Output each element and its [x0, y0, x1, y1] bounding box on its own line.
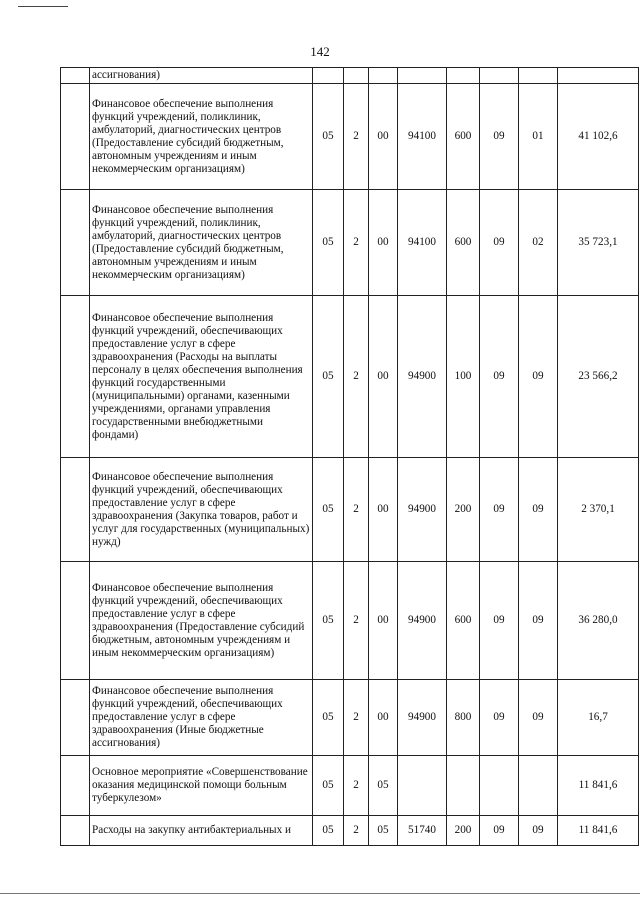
section-cell: 09 — [480, 680, 519, 756]
blank-cell — [61, 816, 90, 846]
table-row — [61, 816, 639, 846]
code-cell: 00 — [369, 458, 398, 562]
subsection-cell: 09 — [519, 816, 558, 846]
code-cell: 2 — [344, 296, 369, 458]
code-cell: 05 — [313, 84, 344, 190]
section-cell: 09 — [480, 816, 519, 846]
code-cell: 2 — [344, 816, 369, 846]
code-cell: 2 — [344, 756, 369, 816]
code-cell: 200 — [447, 816, 480, 846]
code-cell: 00 — [369, 190, 398, 296]
amount-cell: 41 102,6 — [558, 84, 639, 190]
section-cell: 09 — [480, 458, 519, 562]
bottom-scan-rule — [0, 893, 640, 894]
amount-cell: 16,7 — [558, 680, 639, 756]
code-cell: 94900 — [398, 458, 447, 562]
code-cell: 2 — [344, 562, 369, 680]
description-cell: Финансовое обеспечение выполнения функций учреждений, поликлиник, амбулаторий, диагностических центров (Предоставление субсидий бюджетным, автономным учреждениям и иным некоммерческим организациям) — [90, 84, 313, 190]
code-cell: 05 — [369, 756, 398, 816]
code-cell — [369, 68, 398, 84]
code-cell: 00 — [369, 680, 398, 756]
blank-cell — [61, 296, 90, 458]
code-cell: 51740 — [398, 816, 447, 846]
code-cell: 05 — [313, 190, 344, 296]
subsection-cell: 02 — [519, 190, 558, 296]
blank-cell — [61, 680, 90, 756]
code-cell: 800 — [447, 680, 480, 756]
amount-cell: 36 280,0 — [558, 562, 639, 680]
table-row — [61, 296, 639, 458]
page-number: 142 — [310, 44, 330, 59]
subsection-cell — [519, 68, 558, 84]
code-cell: 05 — [313, 296, 344, 458]
code-cell: 05 — [369, 816, 398, 846]
code-cell: 00 — [369, 84, 398, 190]
description-cell: Финансовое обеспечение выполнения функций учреждений, обеспечивающих предоставление услуг в сфере здравоохранения (Предоставление субсидий бюджетным, автономным учреждениям и иным некоммерческим организациям) — [90, 562, 313, 680]
code-cell — [398, 756, 447, 816]
table-row — [61, 190, 639, 296]
section-cell: 09 — [480, 296, 519, 458]
amount-cell: 35 723,1 — [558, 190, 639, 296]
section-cell — [480, 68, 519, 84]
code-cell: 2 — [344, 458, 369, 562]
section-cell: 09 — [480, 562, 519, 680]
code-cell: 05 — [313, 816, 344, 846]
code-cell: 94900 — [398, 680, 447, 756]
code-cell: 00 — [369, 296, 398, 458]
code-cell — [344, 68, 369, 84]
description-cell: Финансовое обеспечение выполнения функций учреждений, обеспечивающих предоставление услуг в сфере здравоохранения (Иные бюджетные ассигнования) — [90, 680, 313, 756]
subsection-cell — [519, 756, 558, 816]
amount-cell: 23 566,2 — [558, 296, 639, 458]
code-cell: 200 — [447, 458, 480, 562]
code-cell: 2 — [344, 190, 369, 296]
section-cell: 09 — [480, 84, 519, 190]
code-cell: 600 — [447, 562, 480, 680]
section-cell: 09 — [480, 190, 519, 296]
subsection-cell: 09 — [519, 296, 558, 458]
code-cell: 2 — [344, 680, 369, 756]
table-row — [61, 680, 639, 756]
code-cell: 94100 — [398, 190, 447, 296]
description-cell: Основное мероприятие «Совершенствование оказания медицинской помощи больным туберкулезом» — [90, 756, 313, 816]
code-cell: 600 — [447, 190, 480, 296]
description-cell: Финансовое обеспечение выполнения функций учреждений, поликлиник, амбулаторий, диагностических центров (Предоставление субсидий бюджетным, автономным учреждениям и иным некоммерческим организациям) — [90, 190, 313, 296]
amount-cell — [558, 68, 639, 84]
description-cell: ассигнования) — [90, 68, 313, 84]
budget-table — [60, 67, 639, 846]
description-cell: Финансовое обеспечение выполнения функций учреждений, обеспечивающих предоставление услуг в сфере здравоохранения (Расходы на выплаты персоналу в целях обеспечения выполнения функций государственными (муниципальными) органами, казенными учреждениями, органами управления государственными внебюджетными фондами) — [90, 296, 313, 458]
subsection-cell: 01 — [519, 84, 558, 190]
description-cell: Финансовое обеспечение выполнения функций учреждений, обеспечивающих предоставление услуг в сфере здравоохранения (Закупка товаров, работ и услуг для государственных (муниципальных) нужд) — [90, 458, 313, 562]
table-row — [61, 756, 639, 816]
code-cell: 00 — [369, 562, 398, 680]
amount-cell: 11 841,6 — [558, 756, 639, 816]
code-cell — [447, 756, 480, 816]
blank-cell — [61, 68, 90, 84]
code-cell — [398, 68, 447, 84]
code-cell: 100 — [447, 296, 480, 458]
table-row — [61, 562, 639, 680]
subsection-cell: 09 — [519, 458, 558, 562]
table-row — [61, 84, 639, 190]
amount-cell: 11 841,6 — [558, 816, 639, 846]
code-cell: 94100 — [398, 84, 447, 190]
code-cell: 05 — [313, 562, 344, 680]
code-cell: 94900 — [398, 562, 447, 680]
subsection-cell: 09 — [519, 562, 558, 680]
code-cell — [447, 68, 480, 84]
blank-cell — [61, 190, 90, 296]
table-row — [61, 68, 639, 84]
top-scan-rule — [18, 6, 68, 7]
subsection-cell: 09 — [519, 680, 558, 756]
blank-cell — [61, 84, 90, 190]
code-cell — [313, 68, 344, 84]
code-cell: 05 — [313, 756, 344, 816]
code-cell: 600 — [447, 84, 480, 190]
blank-cell — [61, 458, 90, 562]
blank-cell — [61, 562, 90, 680]
amount-cell: 2 370,1 — [558, 458, 639, 562]
code-cell: 05 — [313, 458, 344, 562]
section-cell — [480, 756, 519, 816]
blank-cell — [61, 756, 90, 816]
code-cell: 2 — [344, 84, 369, 190]
code-cell: 05 — [313, 680, 344, 756]
table-row — [61, 458, 639, 562]
code-cell: 94900 — [398, 296, 447, 458]
description-cell: Расходы на закупку антибактериальных и — [90, 816, 313, 846]
